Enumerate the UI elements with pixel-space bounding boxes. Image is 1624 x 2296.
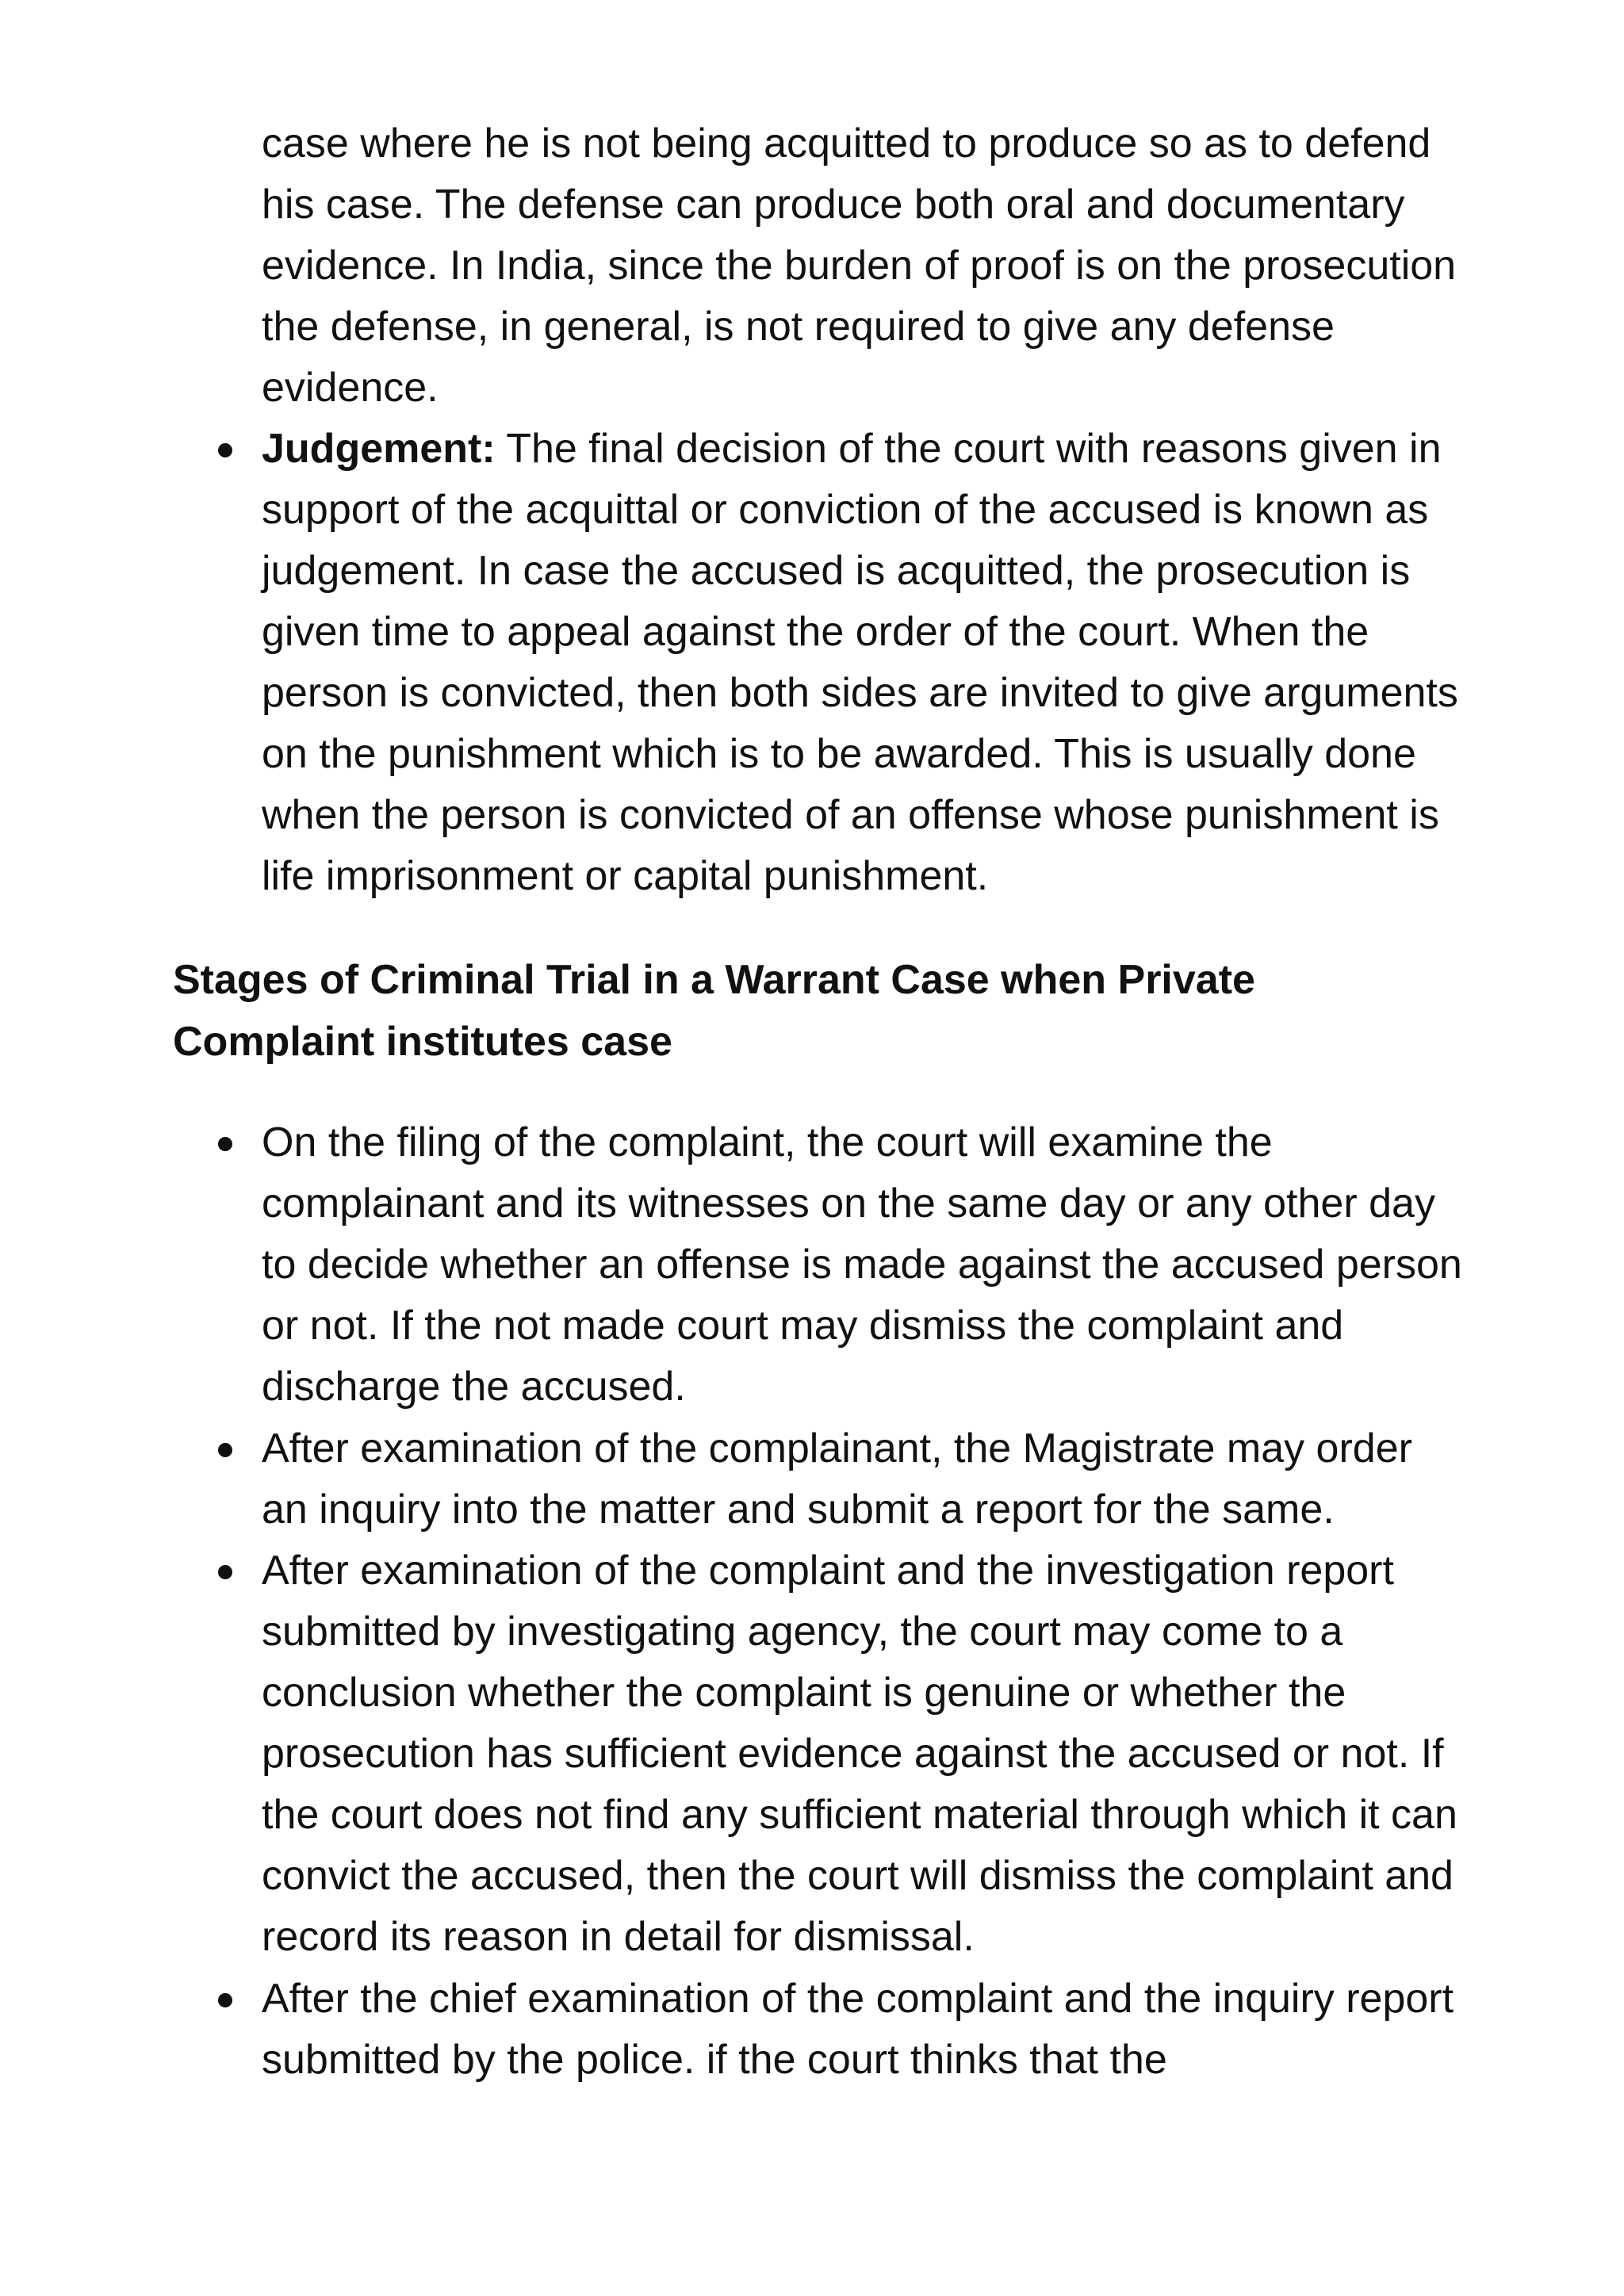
bullet-icon [218, 443, 232, 457]
defense-evidence-continuation: case where he is not being acquitted to produce so as to defend his case. The defense can produce both oral and documentary evidence. In India, since the burden of proof is on the prosecution the defense, in general, is not required to give any defense evidence. [262, 121, 1457, 411]
list-item-text: After examination of the complaint and the investigation report submitted by investigating agency, the court may come to a conclusion whether the complaint is genuine or whether the prosecution has sufficient evidence against the accused or not. If the court does not find any sufficient material through which it can convict the accused, then the court will dismiss the complaint and record its reason in detail for dismissal. [262, 1548, 1457, 1960]
list-item-judgement [262, 419, 1467, 907]
list-item-text: After examination of the complainant, the Magistrate may order an inquiry into the matter and submit a report for the same. [262, 1425, 1412, 1533]
list-item [262, 1112, 1467, 1418]
section-heading: Stages of Criminal Trial in a Warrant Case when Private Complaint institutes case [173, 957, 1255, 1065]
list-item [262, 1418, 1467, 1540]
list-item-text: After the chief examination of the complaint and the inquiry report submitted by the police. if the court thinks that the [262, 1976, 1454, 2083]
bullet-icon [218, 1565, 232, 1579]
bullet-icon [218, 1137, 232, 1151]
judgement-term: Judgement: [262, 426, 496, 472]
bullet-icon [218, 1443, 232, 1457]
judgement-text: The final decision of the court with reasons given in support of the acquittal or conviction of the accused is known as judgement. In case the accused is acquitted, the prosecution is given time to appeal against the order of the court. When the person is convicted, then both sides are invited to give arguments on the punishment which is to be awarded. This is usually done when the person is convicted of an offense whose punishment is life imprisonment or capital punishment. [262, 426, 1458, 899]
list-item-text: On the filing of the complaint, the court will examine the complainant and its witnesses on the same day or any other day to decide whether an offense is made against the accused person or not. If the not made court may dismiss the complaint and discharge the accused. [262, 1119, 1462, 1410]
list-item [262, 1969, 1467, 2091]
list-item [262, 1540, 1467, 1968]
bullet-icon [218, 1993, 232, 2007]
